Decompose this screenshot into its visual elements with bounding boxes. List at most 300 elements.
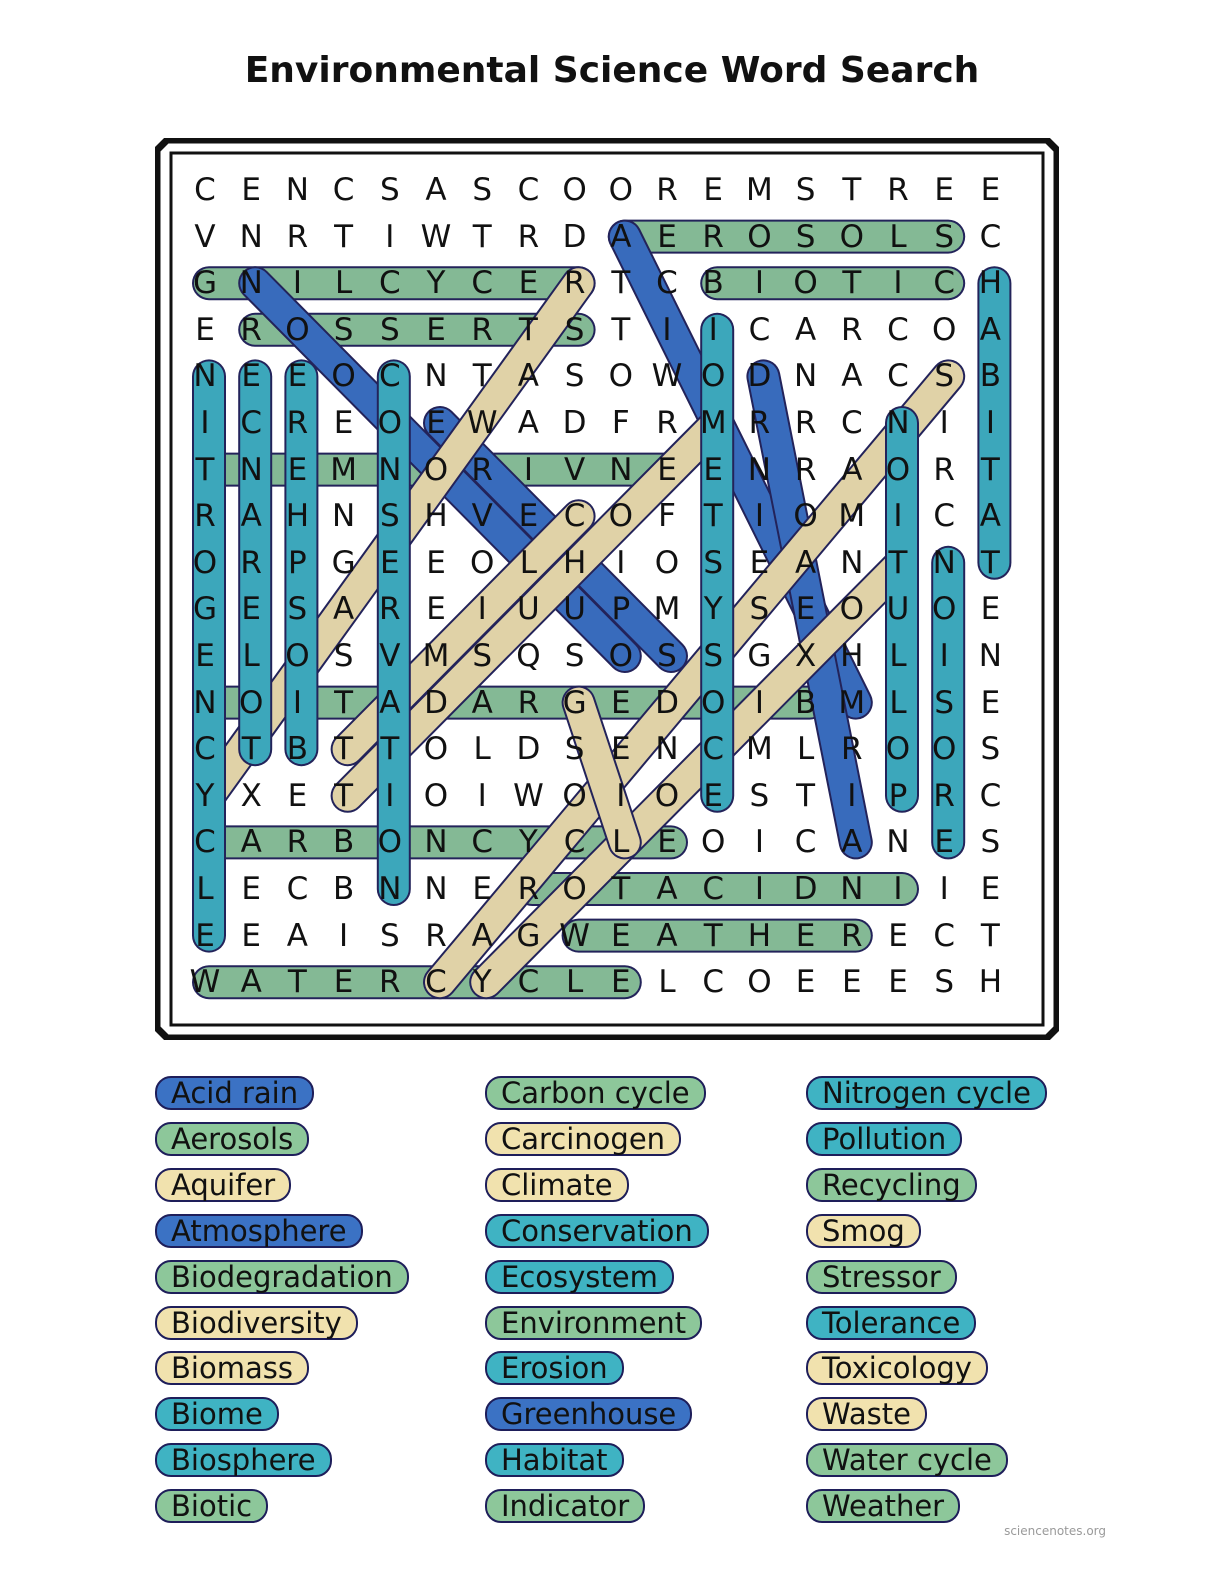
grid-letter[interactable]: L [473, 731, 491, 768]
grid-letter[interactable]: S [379, 311, 400, 348]
grid-letter[interactable]: W [466, 405, 498, 441]
grid-letter[interactable]: N [424, 824, 448, 861]
grid-letter[interactable]: E [980, 591, 1001, 628]
grid-letter[interactable]: O [839, 218, 864, 255]
grid-letter[interactable]: A [240, 824, 262, 861]
grid-letter[interactable]: R [379, 591, 401, 628]
grid-letter[interactable]: A [471, 917, 493, 954]
grid-letter[interactable]: C [378, 265, 401, 302]
grid-letter[interactable]: O [285, 638, 310, 674]
grid-letter[interactable]: E [426, 405, 446, 441]
grid-letter[interactable]: N [609, 451, 633, 488]
grid-letter[interactable]: N [424, 358, 448, 395]
grid-letter[interactable]: E [195, 638, 215, 674]
grid-letter[interactable]: I [616, 777, 626, 814]
grid-letter[interactable]: N [840, 871, 864, 907]
grid-letter[interactable]: S [934, 684, 955, 721]
grid-letter[interactable]: N [193, 684, 217, 721]
grid-letter[interactable]: G [516, 917, 541, 954]
grid-letter[interactable]: S [564, 638, 585, 674]
grid-letter[interactable]: C [933, 265, 956, 302]
grid-letter[interactable]: E [472, 871, 492, 907]
grid-letter[interactable]: T [334, 731, 354, 768]
grid-letter[interactable]: E [241, 917, 261, 954]
grid-letter[interactable]: E [888, 964, 908, 1001]
grid-letter[interactable]: B [286, 731, 309, 768]
grid-letter[interactable]: V [194, 218, 216, 255]
grid-letter[interactable]: L [565, 964, 584, 1001]
grid-letter[interactable]: I [477, 777, 487, 814]
grid-letter[interactable]: S [934, 964, 955, 1001]
grid-letter[interactable]: B [332, 871, 355, 907]
grid-letter[interactable]: T [980, 451, 1000, 488]
grid-letter[interactable]: O [700, 824, 726, 861]
grid-letter[interactable]: T [888, 544, 908, 581]
grid-letter[interactable]: O [654, 544, 680, 581]
grid-letter[interactable]: E [657, 451, 677, 488]
grid-letter[interactable]: O [331, 358, 356, 395]
grid-letter[interactable]: B [979, 358, 1002, 395]
grid-letter[interactable]: E [241, 591, 261, 628]
grid-letter[interactable]: C [656, 265, 678, 302]
grid-letter[interactable]: E [426, 544, 446, 581]
grid-letter[interactable]: O [793, 498, 818, 535]
grid-letter[interactable]: R [794, 451, 817, 488]
grid-letter[interactable]: S [657, 638, 677, 674]
grid-letter[interactable]: H [747, 917, 772, 954]
grid-letter[interactable]: T [472, 358, 492, 395]
grid-letter[interactable]: I [754, 684, 764, 721]
grid-letter[interactable]: C [286, 871, 309, 907]
grid-letter[interactable]: T [980, 917, 1000, 954]
grid-letter[interactable]: M [699, 405, 727, 441]
grid-letter[interactable]: Y [195, 777, 215, 814]
grid-letter[interactable]: X [240, 777, 262, 814]
grid-letter[interactable]: B [702, 265, 724, 302]
grid-letter[interactable]: G [331, 544, 356, 581]
grid-letter[interactable]: R [841, 731, 863, 768]
grid-letter[interactable]: E [287, 451, 308, 488]
grid-letter[interactable]: A [841, 451, 863, 488]
grid-letter[interactable]: D [516, 731, 541, 768]
grid-letter[interactable]: O [423, 731, 449, 768]
grid-letter[interactable]: C [563, 824, 586, 861]
grid-letter[interactable]: R [517, 684, 540, 721]
grid-letter[interactable]: S [333, 311, 354, 348]
grid-letter[interactable]: R [286, 405, 309, 441]
grid-letter[interactable]: O [377, 405, 402, 441]
grid-letter[interactable]: I [477, 591, 487, 628]
grid-letter[interactable]: B [332, 824, 355, 861]
grid-letter[interactable]: I [708, 311, 718, 348]
grid-letter[interactable]: C [748, 311, 771, 348]
grid-letter[interactable]: C [887, 311, 909, 348]
grid-letter[interactable]: E [795, 917, 816, 954]
grid-letter[interactable]: I [893, 498, 903, 535]
grid-letter[interactable]: C [979, 218, 1002, 255]
grid-letter[interactable]: R [702, 218, 724, 255]
grid-letter[interactable]: C [332, 172, 355, 208]
grid-letter[interactable]: T [842, 172, 862, 208]
grid-letter[interactable]: A [332, 591, 355, 628]
grid-letter[interactable]: I [939, 638, 949, 674]
grid-letter[interactable]: C [933, 917, 956, 954]
grid-letter[interactable]: S [379, 498, 400, 535]
grid-letter[interactable]: E [380, 544, 400, 581]
grid-letter[interactable]: W [559, 917, 590, 954]
grid-letter[interactable]: O [469, 544, 495, 581]
grid-letter[interactable]: H [978, 964, 1003, 1001]
grid-letter[interactable]: S [703, 544, 724, 581]
grid-letter[interactable]: R [517, 871, 540, 907]
grid-letter[interactable]: L [889, 684, 907, 721]
grid-letter[interactable]: C [840, 405, 863, 441]
grid-letter[interactable]: R [656, 172, 678, 208]
grid-letter[interactable]: E [980, 172, 1001, 208]
grid-letter[interactable]: R [841, 311, 863, 348]
grid-letter[interactable]: R [563, 265, 586, 302]
grid-letter[interactable]: L [334, 265, 353, 302]
grid-letter[interactable]: E [611, 731, 631, 768]
grid-letter[interactable]: R [194, 498, 216, 535]
grid-letter[interactable]: T [703, 917, 723, 954]
grid-letter[interactable]: E [703, 451, 723, 488]
grid-letter[interactable]: T [334, 684, 354, 721]
grid-letter[interactable]: F [658, 498, 676, 535]
grid-letter[interactable]: T [472, 218, 492, 255]
grid-letter[interactable]: A [656, 917, 678, 954]
grid-letter[interactable]: A [979, 311, 1001, 348]
grid-letter[interactable]: A [841, 358, 863, 395]
grid-letter[interactable]: R [748, 405, 771, 441]
grid-letter[interactable]: A [841, 824, 863, 861]
grid-letter[interactable]: O [931, 731, 957, 768]
grid-letter[interactable]: I [339, 917, 349, 954]
grid-letter[interactable]: V [379, 638, 401, 674]
grid-letter[interactable]: T [611, 871, 631, 907]
grid-letter[interactable]: I [616, 544, 626, 581]
grid-letter[interactable]: O [747, 964, 772, 1001]
grid-letter[interactable]: E [842, 964, 862, 1001]
grid-letter[interactable]: D [655, 684, 679, 721]
grid-letter[interactable]: O [931, 311, 957, 348]
grid-letter[interactable]: S [980, 824, 1001, 861]
grid-letter[interactable]: E [611, 917, 631, 954]
grid-letter[interactable]: C [471, 824, 494, 861]
grid-letter[interactable]: L [889, 638, 907, 674]
grid-letter[interactable]: L [796, 731, 815, 768]
grid-letter[interactable]: L [242, 638, 260, 674]
grid-letter[interactable]: O [793, 265, 818, 302]
grid-letter[interactable]: O [608, 498, 633, 535]
grid-letter[interactable]: C [425, 964, 447, 1001]
grid-letter[interactable]: Y [703, 591, 723, 628]
grid-letter[interactable]: E [934, 824, 954, 861]
grid-letter[interactable]: O [654, 777, 680, 814]
grid-letter[interactable]: O [885, 451, 911, 488]
grid-letter[interactable]: T [334, 777, 354, 814]
grid-letter[interactable]: U [563, 591, 586, 628]
grid-letter[interactable]: G [192, 265, 218, 302]
grid-letter[interactable]: B [794, 684, 817, 721]
grid-letter[interactable]: C [702, 964, 725, 1001]
grid-letter[interactable]: S [749, 591, 770, 628]
grid-letter[interactable]: M [746, 731, 773, 768]
grid-letter[interactable]: L [658, 964, 676, 1001]
grid-letter[interactable]: G [562, 684, 587, 721]
grid-letter[interactable]: C [933, 498, 956, 535]
grid-letter[interactable]: D [747, 358, 772, 395]
grid-letter[interactable]: S [795, 172, 816, 208]
grid-letter[interactable]: R [286, 218, 309, 255]
grid-letter[interactable]: E [195, 311, 215, 348]
grid-letter[interactable]: H [840, 638, 864, 674]
grid-letter[interactable]: E [241, 358, 261, 395]
grid-letter[interactable]: E [333, 405, 354, 441]
grid-letter[interactable]: E [657, 218, 677, 255]
grid-letter[interactable]: A [240, 964, 262, 1001]
grid-letter[interactable]: O [562, 871, 587, 907]
grid-letter[interactable]: A [517, 358, 539, 395]
grid-letter[interactable]: H [285, 498, 310, 535]
grid-letter[interactable]: I [523, 451, 533, 488]
grid-letter[interactable]: N [285, 172, 309, 208]
grid-letter[interactable]: L [196, 871, 214, 907]
grid-letter[interactable]: A [286, 917, 308, 954]
grid-letter[interactable]: I [292, 265, 302, 302]
grid-letter[interactable]: E [934, 172, 954, 208]
grid-letter[interactable]: C [702, 731, 725, 768]
grid-letter[interactable]: H [562, 544, 587, 581]
grid-letter[interactable]: S [564, 311, 585, 348]
grid-letter[interactable]: I [385, 777, 395, 814]
grid-letter[interactable]: O [608, 638, 633, 674]
grid-letter[interactable]: I [985, 405, 995, 441]
grid-letter[interactable]: I [893, 871, 903, 907]
grid-letter[interactable]: O [608, 358, 633, 395]
grid-letter[interactable]: W [420, 218, 452, 255]
grid-letter[interactable]: E [795, 591, 816, 628]
grid-letter[interactable]: O [423, 777, 449, 814]
grid-letter[interactable]: O [931, 591, 957, 628]
grid-letter[interactable]: Y [426, 265, 446, 302]
grid-letter[interactable]: C [517, 964, 540, 1001]
grid-letter[interactable]: H [978, 265, 1003, 302]
grid-letter[interactable]: T [842, 265, 862, 302]
grid-letter[interactable]: O [562, 777, 587, 814]
grid-letter[interactable]: S [472, 172, 493, 208]
grid-letter[interactable]: D [424, 684, 448, 721]
grid-letter[interactable]: A [517, 405, 539, 441]
grid-letter[interactable]: D [793, 871, 818, 907]
grid-letter[interactable]: N [793, 358, 818, 395]
grid-letter[interactable]: E [241, 871, 261, 907]
grid-letter[interactable]: R [933, 777, 955, 814]
grid-letter[interactable]: S [379, 917, 400, 954]
grid-letter[interactable]: C [240, 405, 263, 441]
grid-letter[interactable]: S [980, 731, 1001, 768]
grid-letter[interactable]: C [378, 358, 401, 395]
grid-letter[interactable]: G [747, 638, 772, 674]
grid-letter[interactable]: N [747, 451, 771, 488]
grid-letter[interactable]: N [239, 265, 263, 302]
grid-letter[interactable]: S [287, 591, 308, 628]
grid-letter[interactable]: T [518, 311, 538, 348]
grid-letter[interactable]: U [886, 591, 910, 628]
grid-letter[interactable]: E [333, 964, 354, 1001]
grid-letter[interactable]: R [240, 311, 262, 348]
grid-letter[interactable]: O [608, 172, 633, 208]
grid-letter[interactable]: M [838, 498, 866, 535]
grid-letter[interactable]: R [286, 824, 309, 861]
grid-letter[interactable]: C [194, 824, 216, 861]
grid-letter[interactable]: E [287, 777, 308, 814]
grid-letter[interactable]: I [939, 405, 949, 441]
grid-letter[interactable]: R [425, 917, 447, 954]
grid-letter[interactable]: I [754, 265, 764, 302]
grid-letter[interactable]: A [471, 684, 493, 721]
grid-letter[interactable]: Y [472, 964, 492, 1001]
grid-letter[interactable]: O [377, 824, 402, 861]
grid-letter[interactable]: G [192, 591, 218, 628]
grid-letter[interactable]: S [934, 218, 955, 255]
grid-letter[interactable]: I [292, 684, 302, 721]
grid-letter[interactable]: R [471, 311, 493, 348]
grid-letter[interactable]: E [611, 964, 631, 1001]
grid-letter[interactable]: N [239, 451, 263, 488]
grid-letter[interactable]: N [378, 871, 402, 907]
grid-letter[interactable]: A [794, 311, 817, 348]
grid-letter[interactable]: S [749, 777, 770, 814]
grid-letter[interactable]: L [889, 218, 907, 255]
grid-letter[interactable]: R [471, 451, 493, 488]
grid-letter[interactable]: E [703, 777, 723, 814]
grid-letter[interactable]: M [838, 684, 866, 721]
grid-letter[interactable]: U [517, 591, 540, 628]
grid-letter[interactable]: N [378, 451, 402, 488]
grid-letter[interactable]: S [379, 172, 400, 208]
grid-letter[interactable]: N [424, 871, 448, 907]
grid-letter[interactable]: X [794, 638, 817, 674]
grid-letter[interactable]: T [334, 218, 354, 255]
grid-letter[interactable]: A [240, 498, 262, 535]
grid-letter[interactable]: C [702, 871, 725, 907]
grid-letter[interactable]: E [195, 917, 215, 954]
grid-letter[interactable]: A [425, 172, 447, 208]
grid-letter[interactable]: E [888, 917, 908, 954]
grid-letter[interactable]: I [847, 777, 857, 814]
grid-letter[interactable]: W [189, 964, 221, 1001]
grid-letter[interactable]: I [385, 218, 395, 255]
grid-letter[interactable]: T [703, 498, 723, 535]
grid-letter[interactable]: E [657, 824, 677, 861]
grid-letter[interactable]: R [517, 218, 540, 255]
grid-letter[interactable]: I [662, 311, 672, 348]
grid-letter[interactable]: I [939, 871, 949, 907]
grid-letter[interactable]: P [288, 544, 307, 581]
grid-letter[interactable]: N [978, 638, 1002, 674]
grid-letter[interactable]: A [656, 871, 678, 907]
grid-letter[interactable]: S [934, 358, 955, 395]
grid-letter[interactable]: M [330, 451, 357, 488]
grid-letter[interactable]: N [193, 358, 217, 395]
grid-letter[interactable]: Y [518, 824, 538, 861]
grid-letter[interactable]: S [564, 731, 585, 768]
grid-letter[interactable]: T [980, 544, 1000, 581]
grid-letter[interactable]: O [192, 544, 218, 581]
grid-letter[interactable]: O [700, 358, 726, 395]
grid-letter[interactable]: Q [516, 638, 541, 674]
grid-letter[interactable]: L [519, 544, 538, 581]
grid-letter[interactable]: P [611, 591, 631, 628]
grid-letter[interactable]: F [611, 405, 630, 441]
grid-letter[interactable]: C [517, 172, 540, 208]
grid-letter[interactable]: A [379, 684, 401, 721]
grid-letter[interactable]: W [513, 777, 544, 814]
grid-letter[interactable]: E [426, 311, 446, 348]
grid-letter[interactable]: C [794, 824, 817, 861]
grid-letter[interactable]: E [980, 871, 1001, 907]
grid-letter[interactable]: V [563, 451, 586, 488]
grid-letter[interactable]: O [562, 172, 587, 208]
grid-letter[interactable]: E [795, 964, 816, 1001]
grid-letter[interactable]: R [841, 917, 863, 954]
grid-letter[interactable]: I [754, 871, 764, 907]
grid-letter[interactable]: D [562, 218, 587, 255]
grid-letter[interactable]: R [887, 172, 909, 208]
grid-letter[interactable]: O [885, 731, 911, 768]
grid-letter[interactable]: T [796, 777, 816, 814]
grid-letter[interactable]: O [285, 311, 310, 348]
grid-letter[interactable]: O [839, 591, 864, 628]
grid-letter[interactable]: E [518, 498, 539, 535]
grid-letter[interactable]: E [426, 591, 446, 628]
grid-letter[interactable]: O [423, 451, 449, 488]
grid-letter[interactable]: C [563, 498, 586, 535]
grid-letter[interactable]: N [239, 218, 263, 255]
grid-letter[interactable]: E [980, 684, 1001, 721]
grid-letter[interactable]: A [610, 218, 632, 255]
grid-letter[interactable]: E [518, 265, 539, 302]
grid-letter[interactable]: V [471, 498, 493, 535]
grid-letter[interactable]: S [795, 218, 816, 255]
grid-letter[interactable]: R [933, 451, 955, 488]
grid-letter[interactable]: E [241, 172, 261, 208]
grid-letter[interactable]: N [840, 544, 864, 581]
grid-letter[interactable]: M [422, 638, 450, 674]
grid-letter[interactable]: S [333, 638, 354, 674]
grid-letter[interactable]: L [612, 824, 630, 861]
grid-letter[interactable]: I [754, 498, 764, 535]
grid-letter[interactable]: O [238, 684, 264, 721]
grid-letter[interactable]: T [611, 311, 631, 348]
grid-letter[interactable]: C [194, 172, 216, 208]
grid-letter[interactable]: W [651, 358, 683, 395]
grid-letter[interactable]: T [195, 451, 215, 488]
grid-letter[interactable]: R [656, 405, 678, 441]
grid-letter[interactable]: I [893, 265, 903, 302]
grid-letter[interactable]: A [794, 544, 817, 581]
grid-letter[interactable]: I [200, 405, 210, 441]
grid-letter[interactable]: N [886, 405, 910, 441]
grid-letter[interactable]: T [287, 964, 307, 1001]
grid-letter[interactable]: T [380, 731, 400, 768]
grid-letter[interactable]: T [241, 731, 261, 768]
grid-letter[interactable]: R [240, 544, 262, 581]
grid-letter[interactable]: N [886, 824, 910, 861]
grid-letter[interactable]: P [888, 777, 908, 814]
grid-letter[interactable]: E [703, 172, 723, 208]
